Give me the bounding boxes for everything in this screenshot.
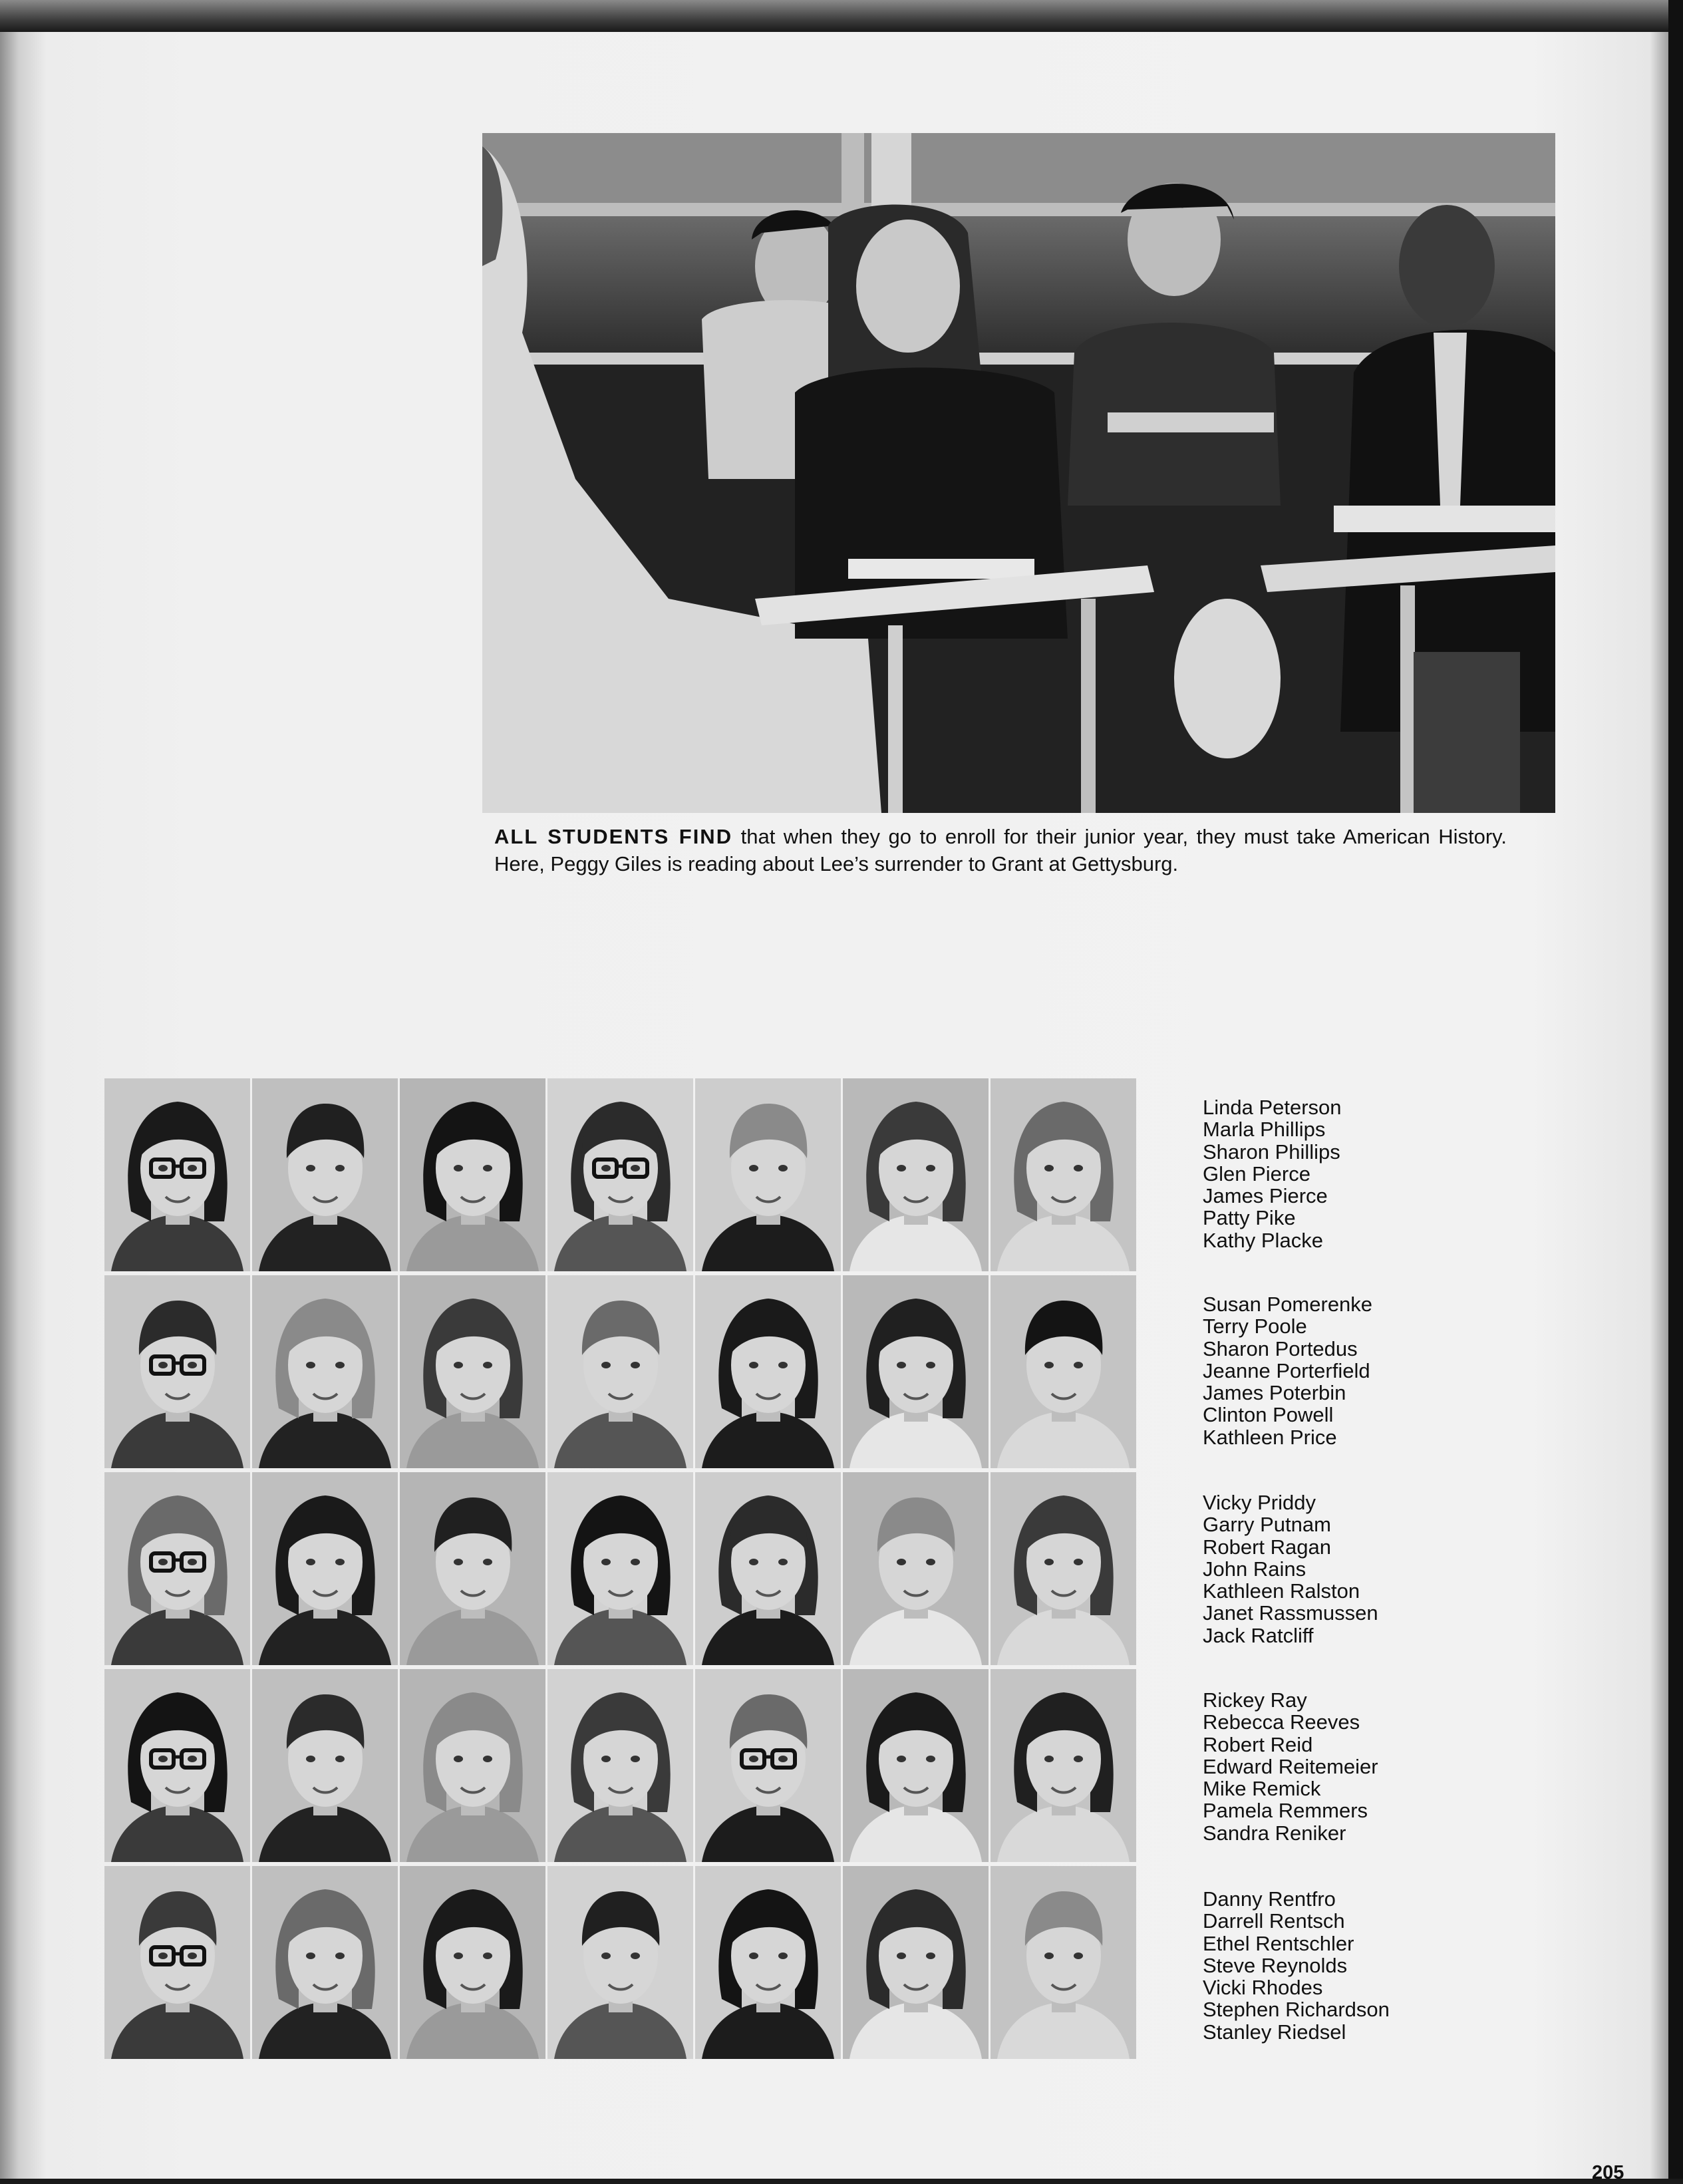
student-name: John Rains	[1203, 1557, 1306, 1581]
student-portrait	[252, 1275, 398, 1468]
student-portrait	[547, 1866, 693, 2059]
student-name: Patty Pike	[1203, 1206, 1296, 1230]
student-name: Stephen Richardson	[1203, 1998, 1390, 2022]
student-portrait	[252, 1472, 398, 1665]
student-portrait	[991, 1472, 1136, 1665]
student-portrait	[252, 1078, 398, 1271]
student-name: Kathleen Price	[1203, 1425, 1337, 1449]
student-name: Susan Pomerenke	[1203, 1293, 1373, 1316]
student-portrait	[104, 1866, 250, 2059]
student-name: Pamela Remmers	[1203, 1799, 1368, 1823]
student-name: Robert Ragan	[1203, 1535, 1332, 1559]
student-portrait	[843, 1078, 989, 1271]
student-portrait	[547, 1078, 693, 1271]
student-name: Edward Reitemeier	[1203, 1754, 1378, 1778]
name-list-row-3	[1203, 1491, 1378, 1646]
student-portrait	[695, 1472, 841, 1665]
student-portrait	[104, 1472, 250, 1665]
student-portrait	[991, 1275, 1136, 1468]
student-portrait	[991, 1669, 1136, 1862]
student-name: Darrell Rentsch	[1203, 1909, 1345, 1933]
student-portrait	[695, 1669, 841, 1862]
student-name: Sandra Reniker	[1203, 1821, 1346, 1845]
student-portrait	[400, 1472, 545, 1665]
student-name: James Pierce	[1203, 1184, 1328, 1208]
student-name: James Poterbin	[1203, 1381, 1346, 1405]
student-portrait	[400, 1275, 545, 1468]
student-portrait	[547, 1472, 693, 1665]
student-portrait	[400, 1866, 545, 2059]
student-portrait	[843, 1669, 989, 1862]
student-name: Vicky Priddy	[1203, 1491, 1316, 1514]
student-name: Robert Reid	[1203, 1732, 1313, 1756]
student-portrait	[843, 1472, 989, 1665]
classroom-photo	[482, 133, 1555, 813]
name-list-row-4	[1203, 1689, 1378, 1844]
student-portrait	[252, 1669, 398, 1862]
photo-caption	[494, 823, 1507, 877]
student-portrait	[695, 1078, 841, 1271]
student-portrait	[991, 1866, 1136, 2059]
student-name: Rickey Ray	[1203, 1688, 1307, 1712]
student-portrait	[695, 1275, 841, 1468]
name-list-row-5	[1203, 1888, 1390, 2043]
student-name: Danny Rentfro	[1203, 1887, 1336, 1911]
student-portrait	[991, 1078, 1136, 1271]
student-portrait	[400, 1669, 545, 1862]
name-list-row-2	[1203, 1293, 1372, 1448]
student-name: Clinton Powell	[1203, 1403, 1334, 1427]
portrait-grid	[104, 1078, 1139, 2058]
student-portrait	[695, 1866, 841, 2059]
student-name: Stanley Riedsel	[1203, 2020, 1346, 2044]
student-name: Terry Poole	[1203, 1315, 1307, 1338]
caption-lead: ALL STUDENTS FIND	[494, 825, 733, 848]
student-portrait	[843, 1275, 989, 1468]
student-name: Glen Pierce	[1203, 1162, 1310, 1185]
student-name: Marla Phillips	[1203, 1118, 1326, 1142]
student-name: Jeanne Porterfield	[1203, 1358, 1370, 1382]
caption-text: that when they go to enroll for their junior year, they must take American History. Here, Peggy Giles is reading about Lee’s surrender to Grant at Gettysburg.	[494, 825, 1507, 875]
student-name: Steve Reynolds	[1203, 1953, 1348, 1977]
classroom-photo-image	[482, 133, 1555, 813]
student-name: Vicki Rhodes	[1203, 1976, 1323, 2000]
student-portrait	[547, 1669, 693, 1862]
book-top-edge	[0, 0, 1683, 35]
student-name: Rebecca Reeves	[1203, 1710, 1360, 1734]
student-name: Sharon Portedus	[1203, 1336, 1358, 1360]
student-name: Sharon Phillips	[1203, 1140, 1340, 1164]
student-name: Kathy Placke	[1203, 1228, 1323, 1252]
student-name: Ethel Rentschler	[1203, 1931, 1354, 1955]
student-portrait	[400, 1078, 545, 1271]
student-portrait	[104, 1078, 250, 1271]
student-portrait	[843, 1866, 989, 2059]
book-right-edge	[1668, 0, 1683, 2179]
student-name: Mike Remick	[1203, 1777, 1321, 1801]
student-name: Garry Putnam	[1203, 1513, 1331, 1537]
name-list-row-1	[1203, 1096, 1342, 1251]
student-name: Janet Rassmussen	[1203, 1601, 1378, 1625]
student-portrait	[104, 1669, 250, 1862]
student-portrait	[547, 1275, 693, 1468]
student-portrait	[252, 1866, 398, 2059]
student-name: Kathleen Ralston	[1203, 1579, 1360, 1603]
student-portrait	[104, 1275, 250, 1468]
student-name: Jack Ratcliff	[1203, 1623, 1314, 1647]
student-name: Linda Peterson	[1203, 1096, 1342, 1119]
page-number: 205	[1592, 2162, 1624, 2183]
